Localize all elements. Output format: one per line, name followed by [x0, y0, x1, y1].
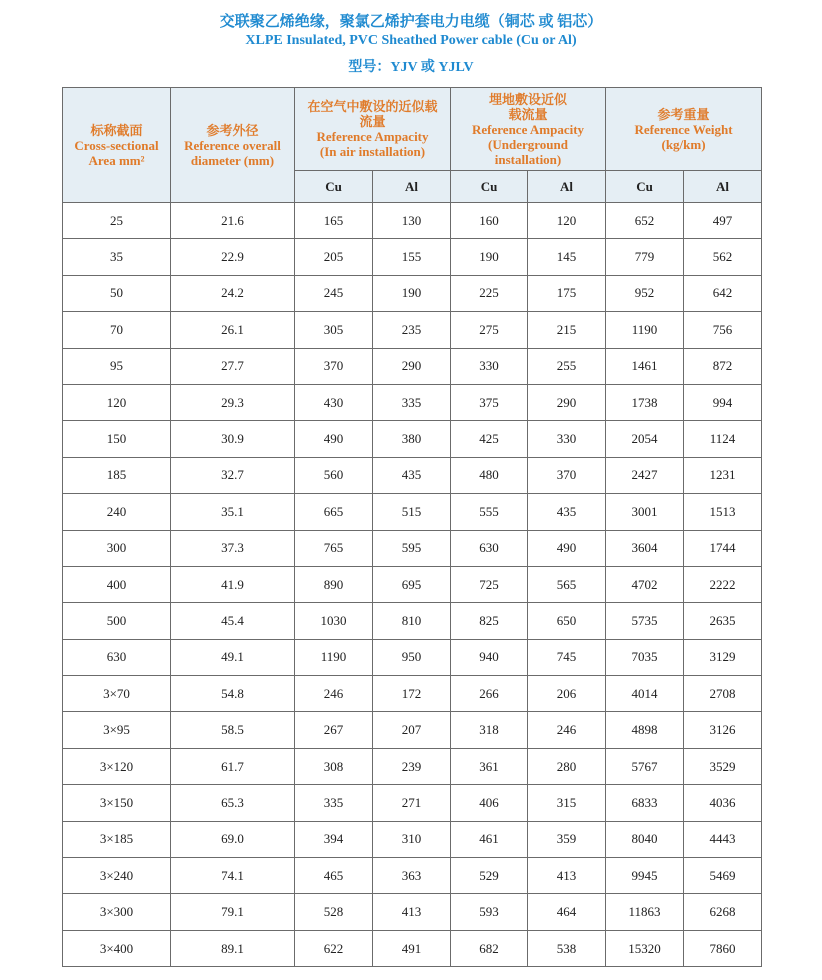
model-line: 型号：YJV 或 YJLV — [348, 60, 474, 75]
cell-air-cu: 1190 — [295, 639, 373, 675]
cell-diameter: 89.1 — [171, 930, 295, 966]
cell-ground-al: 175 — [528, 275, 606, 311]
table-row — [63, 530, 762, 566]
title-english: XLPE Insulated, PVC Sheathed Power cable (Cu or Al) — [245, 33, 577, 48]
table-body — [63, 203, 762, 967]
cell-section: 185 — [63, 457, 171, 493]
subheader-weight-al: Al — [684, 171, 762, 203]
table-row — [63, 312, 762, 348]
cell-ground-cu: 555 — [451, 494, 528, 530]
cell-ground-al: 120 — [528, 203, 606, 239]
cell-weight-al: 3129 — [684, 639, 762, 675]
cell-diameter: 79.1 — [171, 894, 295, 930]
cell-weight-cu: 7035 — [606, 639, 684, 675]
cell-section: 300 — [63, 530, 171, 566]
cell-ground-al: 330 — [528, 421, 606, 457]
cell-ground-al: 650 — [528, 603, 606, 639]
cell-air-cu: 622 — [295, 930, 373, 966]
cell-air-al: 290 — [373, 348, 451, 384]
cell-diameter: 26.1 — [171, 312, 295, 348]
cell-ground-cu: 682 — [451, 930, 528, 966]
cell-weight-al: 1124 — [684, 421, 762, 457]
subheader-ground-cu: Cu — [451, 171, 528, 203]
cell-air-al: 207 — [373, 712, 451, 748]
cell-air-cu: 308 — [295, 748, 373, 784]
title-block — [0, 12, 822, 77]
spec-table — [62, 87, 762, 967]
cell-ground-cu: 190 — [451, 239, 528, 275]
cell-section: 150 — [63, 421, 171, 457]
cell-ground-al: 215 — [528, 312, 606, 348]
cell-diameter: 58.5 — [171, 712, 295, 748]
table-row — [63, 421, 762, 457]
cell-ground-al: 315 — [528, 785, 606, 821]
cell-weight-cu: 5767 — [606, 748, 684, 784]
table-row — [63, 384, 762, 420]
cell-ground-al: 464 — [528, 894, 606, 930]
cell-air-cu: 1030 — [295, 603, 373, 639]
cell-section: 3×95 — [63, 712, 171, 748]
table-row — [63, 457, 762, 493]
cell-air-cu: 335 — [295, 785, 373, 821]
cell-ground-cu: 940 — [451, 639, 528, 675]
cell-air-al: 155 — [373, 239, 451, 275]
cell-section: 120 — [63, 384, 171, 420]
cell-ground-cu: 480 — [451, 457, 528, 493]
cell-section: 70 — [63, 312, 171, 348]
cell-ground-al: 246 — [528, 712, 606, 748]
cell-air-al: 491 — [373, 930, 451, 966]
cell-diameter: 54.8 — [171, 676, 295, 712]
cell-ground-cu: 529 — [451, 858, 528, 894]
cell-air-al: 950 — [373, 639, 451, 675]
table-row — [63, 603, 762, 639]
cell-weight-cu: 2427 — [606, 457, 684, 493]
cell-section: 500 — [63, 603, 171, 639]
cell-ground-cu: 825 — [451, 603, 528, 639]
cell-section: 50 — [63, 275, 171, 311]
cell-weight-al: 1744 — [684, 530, 762, 566]
cell-weight-cu: 2054 — [606, 421, 684, 457]
cell-section: 3×185 — [63, 821, 171, 857]
cell-section: 240 — [63, 494, 171, 530]
cell-ground-al: 145 — [528, 239, 606, 275]
cell-diameter: 35.1 — [171, 494, 295, 530]
cell-weight-cu: 779 — [606, 239, 684, 275]
cell-ground-al: 413 — [528, 858, 606, 894]
cell-ground-cu: 266 — [451, 676, 528, 712]
cell-weight-al: 2635 — [684, 603, 762, 639]
cell-ground-cu: 593 — [451, 894, 528, 930]
cell-section: 3×300 — [63, 894, 171, 930]
cell-air-cu: 465 — [295, 858, 373, 894]
cell-air-al: 310 — [373, 821, 451, 857]
cell-weight-al: 872 — [684, 348, 762, 384]
cell-diameter: 41.9 — [171, 566, 295, 602]
cell-weight-cu: 1738 — [606, 384, 684, 420]
cell-air-al: 239 — [373, 748, 451, 784]
cell-ground-al: 255 — [528, 348, 606, 384]
table-row — [63, 858, 762, 894]
title-chinese: 交联聚乙烯绝缘，聚氯乙烯护套电力电缆（铜芯 或 铝芯） — [219, 14, 603, 30]
cell-air-al: 435 — [373, 457, 451, 493]
cell-diameter: 30.9 — [171, 421, 295, 457]
cell-weight-al: 3529 — [684, 748, 762, 784]
cell-air-al: 810 — [373, 603, 451, 639]
cell-diameter: 24.2 — [171, 275, 295, 311]
cell-weight-al: 562 — [684, 239, 762, 275]
cell-air-al: 695 — [373, 566, 451, 602]
cell-diameter: 61.7 — [171, 748, 295, 784]
cell-ground-al: 538 — [528, 930, 606, 966]
cell-ground-cu: 425 — [451, 421, 528, 457]
cell-weight-cu: 1461 — [606, 348, 684, 384]
cell-diameter: 45.4 — [171, 603, 295, 639]
cell-ground-cu: 630 — [451, 530, 528, 566]
cell-diameter: 32.7 — [171, 457, 295, 493]
cell-ground-al: 745 — [528, 639, 606, 675]
cell-ground-cu: 160 — [451, 203, 528, 239]
cell-air-cu: 665 — [295, 494, 373, 530]
cell-weight-cu: 5735 — [606, 603, 684, 639]
cell-diameter: 37.3 — [171, 530, 295, 566]
cell-air-cu: 528 — [295, 894, 373, 930]
cell-weight-cu: 6833 — [606, 785, 684, 821]
cell-weight-al: 4443 — [684, 821, 762, 857]
cell-air-al: 335 — [373, 384, 451, 420]
cell-weight-cu: 1190 — [606, 312, 684, 348]
table-row — [63, 821, 762, 857]
subheader-ground-al: Al — [528, 171, 606, 203]
cell-air-cu: 394 — [295, 821, 373, 857]
cell-diameter: 74.1 — [171, 858, 295, 894]
cell-diameter: 49.1 — [171, 639, 295, 675]
cell-air-al: 130 — [373, 203, 451, 239]
cell-section: 3×70 — [63, 676, 171, 712]
cell-section: 25 — [63, 203, 171, 239]
cell-air-al: 172 — [373, 676, 451, 712]
cell-air-cu: 370 — [295, 348, 373, 384]
cell-ground-cu: 275 — [451, 312, 528, 348]
cell-air-cu: 165 — [295, 203, 373, 239]
cell-weight-al: 3126 — [684, 712, 762, 748]
cell-weight-al: 2708 — [684, 676, 762, 712]
cell-air-al: 363 — [373, 858, 451, 894]
cell-weight-cu: 4702 — [606, 566, 684, 602]
header-section: 标称截面 Cross-sectional Area mm² — [63, 88, 171, 203]
cell-weight-al: 994 — [684, 384, 762, 420]
cell-weight-al: 497 — [684, 203, 762, 239]
cell-air-al: 271 — [373, 785, 451, 821]
cell-weight-cu: 3604 — [606, 530, 684, 566]
cell-air-cu: 245 — [295, 275, 373, 311]
cell-air-cu: 305 — [295, 312, 373, 348]
table-row — [63, 785, 762, 821]
cell-diameter: 21.6 — [171, 203, 295, 239]
cell-air-al: 190 — [373, 275, 451, 311]
cell-section: 3×240 — [63, 858, 171, 894]
cell-ground-cu: 461 — [451, 821, 528, 857]
cell-air-al: 235 — [373, 312, 451, 348]
cell-diameter: 22.9 — [171, 239, 295, 275]
cell-weight-al: 1513 — [684, 494, 762, 530]
cell-weight-al: 1231 — [684, 457, 762, 493]
cell-ground-cu: 725 — [451, 566, 528, 602]
cell-ground-al: 280 — [528, 748, 606, 784]
cell-diameter: 27.7 — [171, 348, 295, 384]
cell-weight-cu: 652 — [606, 203, 684, 239]
subheader-air-cu: Cu — [295, 171, 373, 203]
cell-section: 95 — [63, 348, 171, 384]
cell-weight-cu: 3001 — [606, 494, 684, 530]
cell-weight-cu: 4898 — [606, 712, 684, 748]
cell-ground-cu: 330 — [451, 348, 528, 384]
cell-air-cu: 890 — [295, 566, 373, 602]
cell-section: 400 — [63, 566, 171, 602]
cell-diameter: 65.3 — [171, 785, 295, 821]
header-air-ampacity: 在空气中敷设的近似载 流量 Reference Ampacity (In air installation) — [295, 88, 451, 171]
cell-ground-al: 290 — [528, 384, 606, 420]
cell-weight-cu: 9945 — [606, 858, 684, 894]
cell-air-cu: 490 — [295, 421, 373, 457]
cell-air-cu: 246 — [295, 676, 373, 712]
cell-air-cu: 267 — [295, 712, 373, 748]
cell-air-cu: 205 — [295, 239, 373, 275]
table-row — [63, 930, 762, 966]
cell-weight-cu: 4014 — [606, 676, 684, 712]
cell-ground-al: 565 — [528, 566, 606, 602]
cell-ground-cu: 375 — [451, 384, 528, 420]
cell-weight-cu: 11863 — [606, 894, 684, 930]
header-diameter: 参考外径 Reference overall diameter (mm) — [171, 88, 295, 203]
header-ground-ampacity: 埋地敷设近似 载流量 Reference Ampacity (Underground installation) — [451, 88, 606, 171]
cell-ground-cu: 406 — [451, 785, 528, 821]
table-row — [63, 203, 762, 239]
cell-ground-cu: 361 — [451, 748, 528, 784]
subheader-air-al: Al — [373, 171, 451, 203]
cell-air-al: 595 — [373, 530, 451, 566]
cell-weight-cu: 8040 — [606, 821, 684, 857]
table-row — [63, 348, 762, 384]
cell-weight-al: 642 — [684, 275, 762, 311]
table-row — [63, 494, 762, 530]
table-row — [63, 676, 762, 712]
cell-ground-al: 206 — [528, 676, 606, 712]
table-row — [63, 239, 762, 275]
cell-ground-al: 435 — [528, 494, 606, 530]
cell-weight-al: 756 — [684, 312, 762, 348]
table-row — [63, 748, 762, 784]
cell-weight-al: 5469 — [684, 858, 762, 894]
cell-section: 630 — [63, 639, 171, 675]
cell-section: 35 — [63, 239, 171, 275]
cell-ground-al: 490 — [528, 530, 606, 566]
cell-weight-al: 7860 — [684, 930, 762, 966]
table-row — [63, 566, 762, 602]
cell-air-al: 380 — [373, 421, 451, 457]
cell-air-cu: 560 — [295, 457, 373, 493]
cell-section: 3×150 — [63, 785, 171, 821]
cell-ground-al: 359 — [528, 821, 606, 857]
cell-ground-cu: 318 — [451, 712, 528, 748]
cell-ground-cu: 225 — [451, 275, 528, 311]
cell-ground-al: 370 — [528, 457, 606, 493]
cell-air-al: 413 — [373, 894, 451, 930]
cell-air-cu: 765 — [295, 530, 373, 566]
cell-weight-al: 4036 — [684, 785, 762, 821]
cell-weight-al: 6268 — [684, 894, 762, 930]
table-row — [63, 639, 762, 675]
table-row — [63, 894, 762, 930]
table-row — [63, 275, 762, 311]
cell-weight-al: 2222 — [684, 566, 762, 602]
cell-diameter: 29.3 — [171, 384, 295, 420]
cell-weight-cu: 952 — [606, 275, 684, 311]
cell-weight-cu: 15320 — [606, 930, 684, 966]
cell-diameter: 69.0 — [171, 821, 295, 857]
table-row — [63, 712, 762, 748]
subheader-weight-cu: Cu — [606, 171, 684, 203]
cell-air-al: 515 — [373, 494, 451, 530]
cell-section: 3×400 — [63, 930, 171, 966]
header-weight: 参考重量 Reference Weight (kg/km) — [606, 88, 762, 171]
cell-section: 3×120 — [63, 748, 171, 784]
cell-air-cu: 430 — [295, 384, 373, 420]
